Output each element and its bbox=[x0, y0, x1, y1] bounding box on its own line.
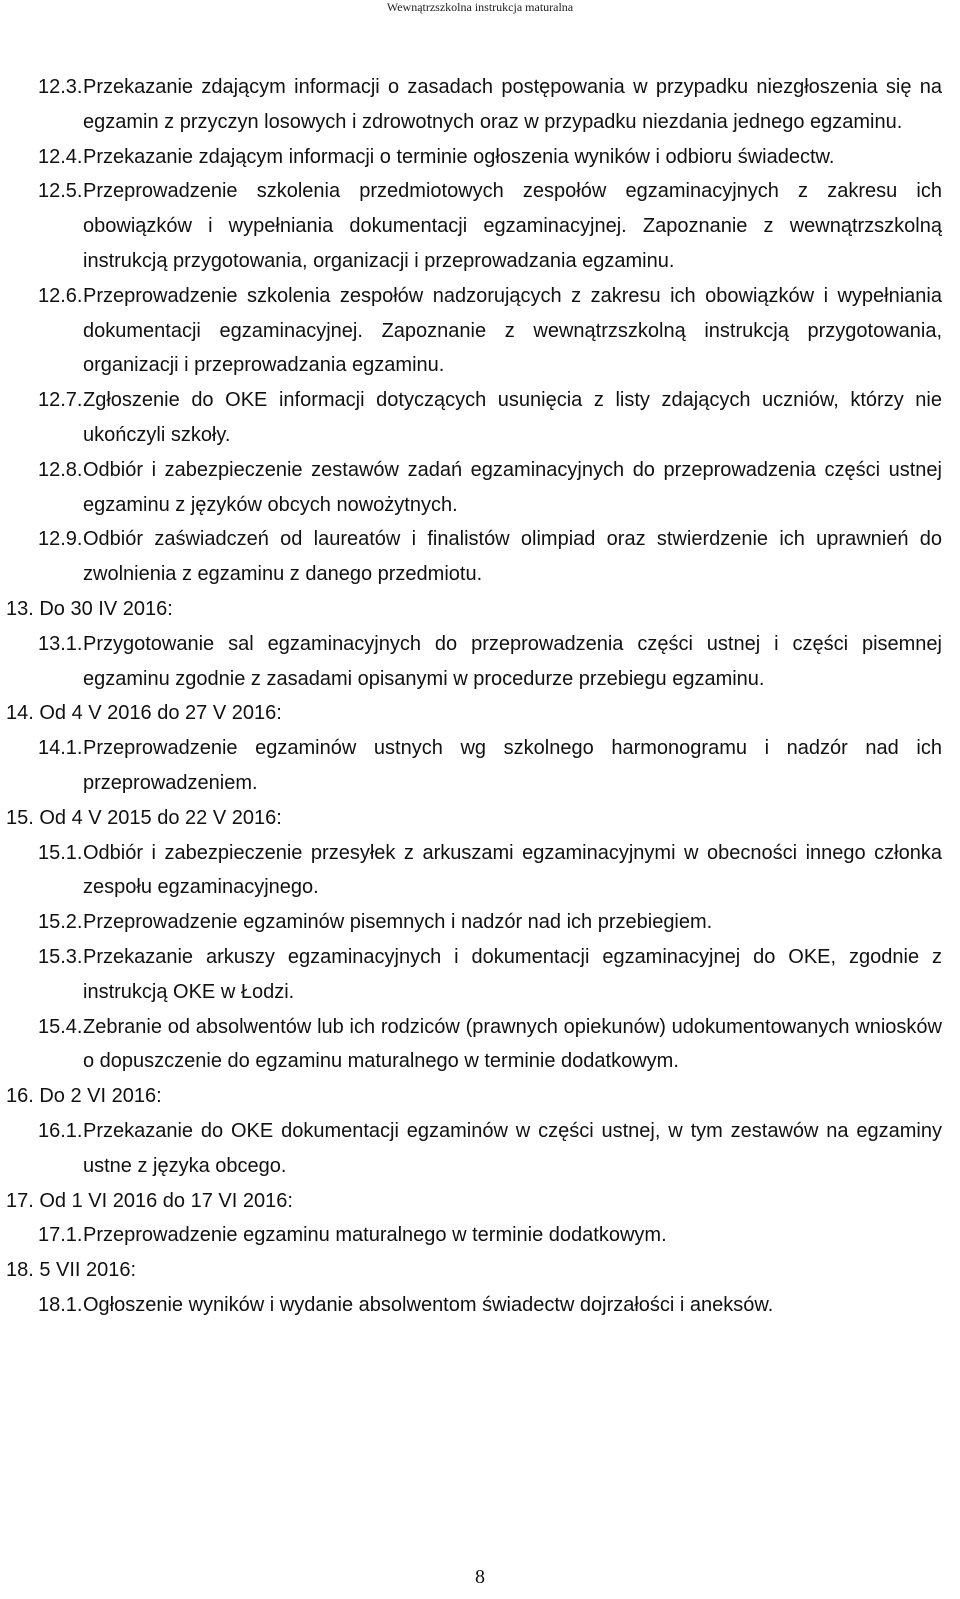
item-number: 12.8. bbox=[38, 458, 83, 481]
item-text: Przekazanie zdającym informacji o terminie ogłoszenia wyników i odbioru świadectw. bbox=[83, 145, 835, 168]
item-number: 17.1. bbox=[38, 1224, 83, 1247]
list-item bbox=[0, 174, 960, 278]
item-number: 16.1. bbox=[38, 1119, 83, 1142]
document-body bbox=[0, 70, 960, 1323]
item-number: 12.6. bbox=[38, 284, 83, 307]
item-text: Przeprowadzenie egzaminów pisemnych i nadzór nad ich przebiegiem. bbox=[83, 911, 713, 934]
item-number: 15.3. bbox=[38, 945, 83, 968]
item-number: 12.5. bbox=[38, 180, 83, 203]
item-text: Odbiór i zabezpieczenie przesyłek z arkuszami egzaminacyjnymi w obecności innego członka zespołu egzaminacyjnego. bbox=[83, 841, 942, 899]
list-item bbox=[0, 70, 960, 140]
item-number: 18.1. bbox=[38, 1293, 83, 1316]
page-number: 8 bbox=[475, 1566, 485, 1588]
list-item bbox=[0, 731, 960, 801]
list-item bbox=[0, 1010, 960, 1080]
section-heading: 17. Od 1 VI 2016 do 17 VI 2016: bbox=[6, 1189, 293, 1212]
item-number: 15.4. bbox=[38, 1015, 83, 1038]
section-heading: 15. Od 4 V 2015 do 22 V 2016: bbox=[6, 806, 282, 829]
item-number: 12.4. bbox=[38, 145, 83, 168]
list-item bbox=[0, 1288, 960, 1323]
item-number: 13.1. bbox=[38, 632, 83, 655]
item-text: Przekazanie zdającym informacji o zasadach postępowania w przypadku niezgłoszenia się na egzamin z przyczyn losowych i zdrowotnych oraz w przypadku niezdania jednego egzaminu. bbox=[83, 76, 942, 133]
item-text: Przeprowadzenie egzaminu maturalnego w terminie dodatkowym. bbox=[83, 1224, 667, 1247]
list-item bbox=[0, 1218, 960, 1253]
section-heading: 13. Do 30 IV 2016: bbox=[6, 597, 173, 620]
list-item bbox=[0, 279, 960, 383]
item-text: Przekazanie do OKE dokumentacji egzaminów w części ustnej, w tym zestawów na egzaminy ustne z języka obcego. bbox=[83, 1119, 942, 1177]
item-number: 12.7. bbox=[38, 389, 83, 412]
list-item bbox=[0, 905, 960, 940]
list-item bbox=[0, 383, 960, 453]
item-text: Przekazanie arkuszy egzaminacyjnych i dokumentacji egzaminacyjnej do OKE, zgodnie z instrukcją OKE w Łodzi. bbox=[83, 945, 942, 1003]
item-text: Przeprowadzenie egzaminów ustnych wg szkolnego harmonogramu i nadzór nad ich przeprowadzeniem. bbox=[83, 737, 942, 794]
section-heading: 16. Do 2 VI 2016: bbox=[6, 1085, 162, 1108]
item-text: Ogłoszenie wyników i wydanie absolwentom świadectw dojrzałości i aneksów. bbox=[83, 1293, 774, 1316]
item-text: Przeprowadzenie szkolenia przedmiotowych zespołów egzaminacyjnych z zakresu ich obowiązków i wypełniania dokumentacji egzaminacyjnej. Zapoznanie z wewnątrzszkolną instrukcją przygotowania, organizacji i przeprowadzania egzaminu. bbox=[83, 180, 942, 272]
list-item bbox=[0, 1114, 960, 1184]
list-item bbox=[0, 522, 960, 592]
list-item bbox=[0, 627, 960, 697]
list-item bbox=[0, 140, 960, 175]
item-number: 12.9. bbox=[38, 528, 83, 551]
item-number: 15.1. bbox=[38, 841, 83, 864]
list-item bbox=[0, 836, 960, 906]
item-number: 15.2. bbox=[38, 911, 83, 934]
item-text: Odbiór zaświadczeń od laureatów i finalistów olimpiad oraz stwierdzenie ich uprawnień do zwolnienia z egzaminu z danego przedmiotu. bbox=[83, 528, 942, 586]
list-item bbox=[0, 453, 960, 523]
running-header: Wewnątrzszkolna instrukcja maturalna bbox=[386, 0, 574, 14]
section-heading: 14. Od 4 V 2016 do 27 V 2016: bbox=[6, 702, 282, 725]
section-heading: 18. 5 VII 2016: bbox=[6, 1259, 137, 1282]
item-number: 12.3. bbox=[38, 76, 83, 98]
item-text: Przeprowadzenie szkolenia zespołów nadzorujących z zakresu ich obowiązków i wypełniania dokumentacji egzaminacyjnej. Zapoznanie z wewnątrzszkolną instrukcją przygotowania, organizacji i przeprowadzania egzaminu. bbox=[83, 284, 942, 377]
list-item bbox=[0, 940, 960, 1010]
item-text: Przygotowanie sal egzaminacyjnych do przeprowadzenia części ustnej i części pisemnej egzaminu zgodnie z zasadami opisanymi w procedurze przebiegu egzaminu. bbox=[83, 632, 942, 690]
item-text: Odbiór i zabezpieczenie zestawów zadań egzaminacyjnych do przeprowadzenia części ustnej egzaminu z języków obcych nowożytnych. bbox=[83, 458, 942, 516]
item-number: 14.1. bbox=[38, 737, 83, 760]
item-text: Zebranie od absolwentów lub ich rodziców (prawnych opiekunów) udokumentowanych wniosków o dopuszczenie do egzaminu maturalnego w terminie dodatkowym. bbox=[83, 1015, 942, 1073]
item-text: Zgłoszenie do OKE informacji dotyczących usunięcia z listy zdających uczniów, którzy nie ukończyli szkoły. bbox=[83, 389, 942, 446]
